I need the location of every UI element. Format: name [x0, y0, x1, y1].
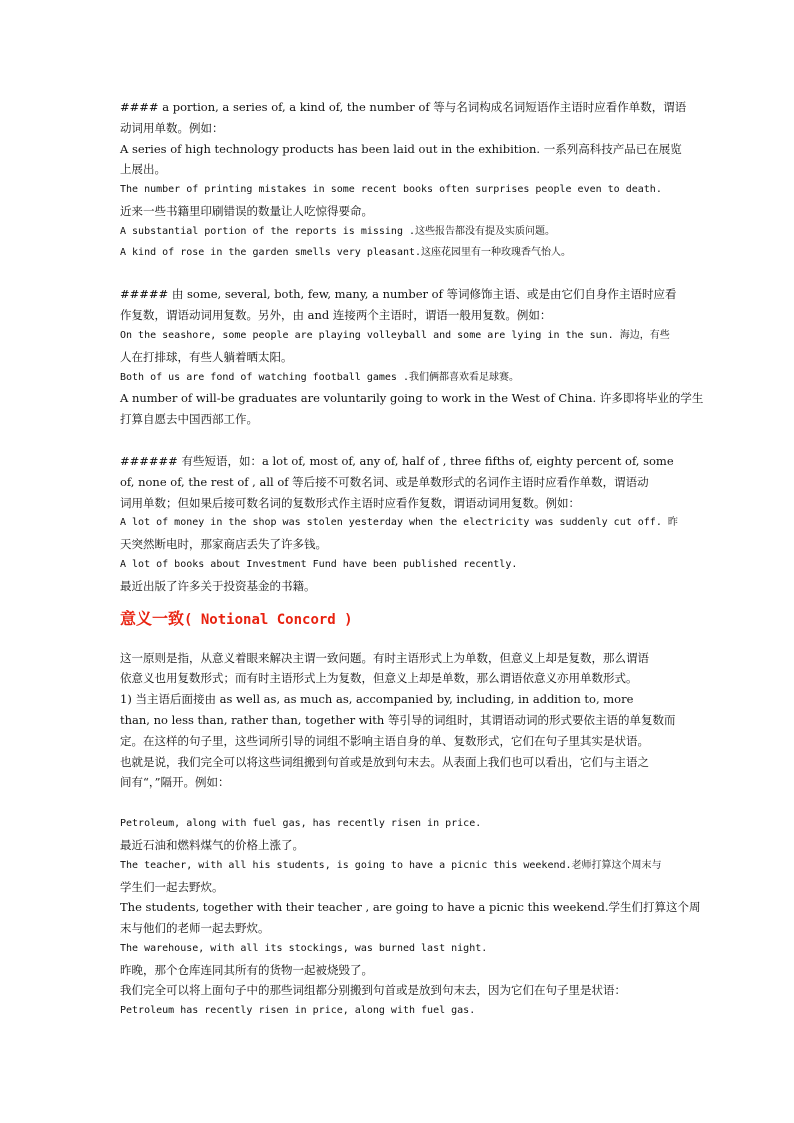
- example-translation: 天突然断电时，那家商店丢失了许多钱。: [120, 537, 327, 552]
- example-translation: 近来一些书籍里印刷错误的数量让人吃惊得要命。: [120, 203, 373, 218]
- example-sentence: The warehouse, with all its stockings, was burned last night.: [120, 942, 488, 954]
- example-sentence: The teacher, with all his students, is going to have a picnic this weekend.老师打算这个周末与: [120, 859, 662, 871]
- paragraph-text: 间有“，”隔开。例如：: [120, 775, 230, 790]
- example-sentence: The students, together with their teacher , are going to have a picnic this weekend.学生们打算这个周: [120, 900, 701, 915]
- paragraph-text: #### a portion, a series of, a kind of, the number of 等与名词构成名词短语作主语时应看作单数，谓语: [120, 100, 687, 114]
- example-translation: 上展出。: [120, 162, 166, 177]
- paragraph-text: 1) 当主语后面接由 as well as, as much as, accompanied by, including, in addition to, more: [120, 692, 634, 707]
- spacer: [120, 263, 710, 284]
- example-translation: 学生们一起去野炊。: [120, 879, 224, 894]
- example-sentence: A lot of money in the shop was stolen yesterday when the electricity was suddenly cut off. 昨: [120, 517, 678, 529]
- paragraph-text: 依意义也用复数形式；而有时主语形式上为复数，但意义上却是单数，那么谓语依意义亦用单数形式。: [120, 671, 638, 686]
- example-translation: 人在打排球，有些人躺着晒太阳。: [120, 349, 293, 364]
- example-sentence: Petroleum has recently risen in price, along with fuel gas.: [120, 1005, 476, 1017]
- example-sentence: A lot of books about Investment Fund have been published recently.: [120, 558, 518, 570]
- example-sentence: A number of will-be graduates are voluntarily going to work in the West of China. 许多即将毕业的学生: [120, 391, 704, 406]
- paragraph-text: ##### 由 some, several, both, few, many, a number of 等词修饰主语、或是由它们自身作主语时应看: [120, 287, 677, 302]
- example-sentence: The number of printing mistakes in some recent books often surprises people even to death.: [120, 184, 662, 196]
- example-sentence: A series of high technology products has been laid out in the exhibition. 一系列高科技产品已在展览: [120, 141, 682, 156]
- spacer: [120, 793, 710, 814]
- paragraph-text: 动词用单数。例如：: [120, 120, 224, 135]
- document-body: [120, 97, 710, 1022]
- paragraph-text: 词用单数；但如果后接可数名词的复数形式作主语时应看作复数，谓语动词用复数。例如：: [120, 495, 580, 510]
- example-sentence: Both of us are fond of watching football games .我们俩都喜欢看足球赛。: [120, 371, 519, 383]
- paragraph-text: 这一原则是指，从意义着眼来解决主谓一致问题。有时主语形式上为单数，但意义上却是复数，那么谓语: [120, 650, 649, 665]
- spacer: [120, 430, 710, 451]
- example-translation: 最近出版了许多关于投资基金的书籍。: [120, 578, 316, 593]
- section-heading: [120, 607, 710, 632]
- paragraph-text: of, none of, the rest of , all of 等后接不可数名词、或是单数形式的名词作主语时应看作单数，谓语动: [120, 474, 649, 489]
- example-translation: 昨晚，那个仓库连同其所有的货物一起被烧毁了。: [120, 962, 373, 977]
- paragraph-text: ###### 有些短语，如：a lot of, most of, any of, half of , three fifths of, eighty percent of, some: [120, 453, 674, 468]
- example-sentence: Petroleum, along with fuel gas, has recently risen in price.: [120, 818, 482, 830]
- example-translation: 最近石油和燃料煤气的价格上涨了。: [120, 837, 304, 852]
- paragraph-text: 定。在这样的句子里，这些词所引导的词组不影响主语自身的单、复数形式，它们在句子里其实是状语。: [120, 733, 649, 748]
- paragraph-text: 也就是说，我们完全可以将这些词组搬到句首或是放到句末去。从表面上我们也可以看出，它们与主语之: [120, 754, 649, 769]
- example-sentence: On the seashore, some people are playing volleyball and some are lying in the sun. 海边，有些: [120, 329, 670, 341]
- heading-cn: 意义一致: [120, 608, 185, 628]
- paragraph-text: than, no less than, rather than, together with 等引导的词组时，其谓语动词的形式要依主语的单复数而: [120, 712, 676, 727]
- paragraph-text: 作复数，谓语动词用复数。另外，由 and 连接两个主语时，谓语一般用复数。例如：: [120, 308, 552, 323]
- example-translation: 末与他们的老师一起去野炊。: [120, 921, 270, 936]
- example-sentence: A kind of rose in the garden smells very pleasant.这座花园里有一种玫瑰香气怡人。: [120, 246, 572, 258]
- heading-en: ( Notional Concord ): [184, 611, 353, 628]
- example-translation: 打算自愿去中国西部工作。: [120, 412, 258, 427]
- example-sentence: A substantial portion of the reports is missing .这些报告都没有提及实质问题。: [120, 225, 556, 237]
- paragraph-text: 我们完全可以将上面句子中的那些词组都分别搬到句首或是放到句末去，因为它们在句子里是状语：: [120, 983, 626, 998]
